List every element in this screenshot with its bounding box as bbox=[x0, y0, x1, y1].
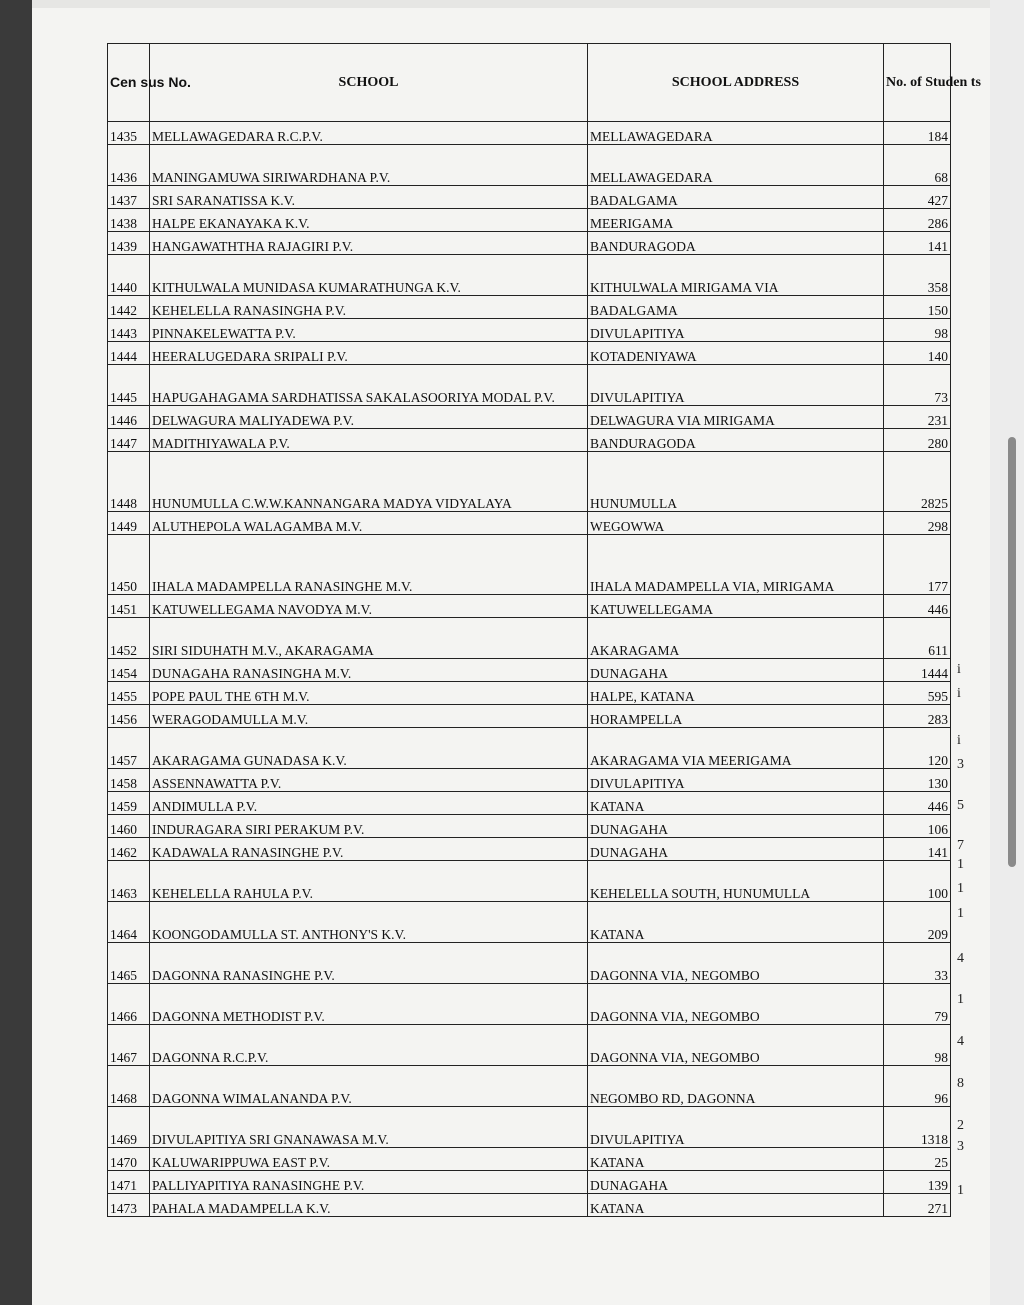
school-name-cell: HAPUGAHAGAMA SARDHATISSA SAKALASOORIYA MODAL P.V. bbox=[150, 365, 588, 406]
student-count-cell: 139 bbox=[884, 1171, 951, 1194]
school-name-cell: POPE PAUL THE 6TH M.V. bbox=[150, 682, 588, 705]
school-name-cell: DAGONNA RANASINGHE P.V. bbox=[150, 943, 588, 984]
school-name-cell: MELLAWAGEDARA R.C.P.V. bbox=[150, 122, 588, 145]
table-row bbox=[108, 342, 951, 365]
census-no-cell: 1456 bbox=[108, 705, 150, 728]
school-name-cell: HUNUMULLA C.W.W.KANNANGARA MADYA VIDYALAYA bbox=[150, 452, 588, 512]
table-row bbox=[108, 943, 951, 984]
student-count-cell: 427 bbox=[884, 186, 951, 209]
school-name-cell: DIVULAPITIYA SRI GNANAWASA M.V. bbox=[150, 1107, 588, 1148]
school-name-cell: AKARAGAMA GUNADASA K.V. bbox=[150, 728, 588, 769]
student-count-cell: 446 bbox=[884, 595, 951, 618]
table-row bbox=[108, 618, 951, 659]
census-no-cell: 1444 bbox=[108, 342, 150, 365]
school-address-cell: KEHELELLA SOUTH, HUNUMULLA bbox=[588, 861, 884, 902]
census-no-cell: 1459 bbox=[108, 792, 150, 815]
school-name-cell: KEHELELLA RANASINGHA P.V. bbox=[150, 296, 588, 319]
census-no-cell: 1445 bbox=[108, 365, 150, 406]
school-name-cell: HEERALUGEDARA SRIPALI P.V. bbox=[150, 342, 588, 365]
school-name-cell: DUNAGAHA RANASINGHA M.V. bbox=[150, 659, 588, 682]
side-mark: 8 bbox=[957, 1076, 964, 1091]
table-row bbox=[108, 984, 951, 1025]
side-mark: 4 bbox=[957, 951, 964, 966]
census-no-cell: 1464 bbox=[108, 902, 150, 943]
school-address-cell: DIVULAPITIYA bbox=[588, 769, 884, 792]
school-name-cell: ASSENNAWATTA P.V. bbox=[150, 769, 588, 792]
schools-table-body bbox=[108, 122, 951, 1217]
student-count-cell: 298 bbox=[884, 512, 951, 535]
student-count-cell: 1318 bbox=[884, 1107, 951, 1148]
table-row bbox=[108, 1066, 951, 1107]
census-no-cell: 1467 bbox=[108, 1025, 150, 1066]
census-no-cell: 1465 bbox=[108, 943, 150, 984]
student-count-cell: 130 bbox=[884, 769, 951, 792]
school-address-header: SCHOOL ADDRESS bbox=[588, 44, 884, 122]
school-address-cell: HUNUMULLA bbox=[588, 452, 884, 512]
table-row bbox=[108, 815, 951, 838]
census-no-cell: 1442 bbox=[108, 296, 150, 319]
school-address-cell: DELWAGURA VIA MIRIGAMA bbox=[588, 406, 884, 429]
side-mark: i bbox=[957, 686, 961, 701]
student-count-cell: 231 bbox=[884, 406, 951, 429]
vertical-scrollbar[interactable] bbox=[1008, 437, 1016, 867]
school-name-cell: MANINGAMUWA SIRIWARDHANA P.V. bbox=[150, 145, 588, 186]
school-address-cell: DUNAGAHA bbox=[588, 1171, 884, 1194]
table-row bbox=[108, 659, 951, 682]
school-name-cell: KALUWARIPPUWA EAST P.V. bbox=[150, 1148, 588, 1171]
census-no-cell: 1438 bbox=[108, 209, 150, 232]
side-mark: i bbox=[957, 733, 961, 748]
table-row bbox=[108, 705, 951, 728]
school-address-cell: MEERIGAMA bbox=[588, 209, 884, 232]
side-mark: 1 bbox=[957, 906, 964, 921]
student-count-cell: 79 bbox=[884, 984, 951, 1025]
student-count-cell: 33 bbox=[884, 943, 951, 984]
school-address-cell: KOTADENIYAWA bbox=[588, 342, 884, 365]
school-name-cell: KOONGODAMULLA ST. ANTHONY'S K.V. bbox=[150, 902, 588, 943]
table-row bbox=[108, 512, 951, 535]
census-no-cell: 1473 bbox=[108, 1194, 150, 1217]
census-no-cell: 1462 bbox=[108, 838, 150, 861]
table-row bbox=[108, 319, 951, 342]
school-address-cell: HALPE, KATANA bbox=[588, 682, 884, 705]
school-address-cell: DAGONNA VIA, NEGOMBO bbox=[588, 943, 884, 984]
side-mark: 2 bbox=[957, 1118, 964, 1133]
census-no-cell: 1451 bbox=[108, 595, 150, 618]
school-address-cell: IHALA MADAMPELLA VIA, MIRIGAMA bbox=[588, 535, 884, 595]
student-count-cell: 286 bbox=[884, 209, 951, 232]
school-address-cell: MELLAWAGEDARA bbox=[588, 122, 884, 145]
census-no-cell: 1446 bbox=[108, 406, 150, 429]
school-name-cell: DAGONNA WIMALANANDA P.V. bbox=[150, 1066, 588, 1107]
school-address-cell: KATANA bbox=[588, 792, 884, 815]
schools-table bbox=[107, 43, 981, 1217]
census-no-cell: 1450 bbox=[108, 535, 150, 595]
table-row bbox=[108, 255, 951, 296]
school-name-cell: PINNAKELEWATTA P.V. bbox=[150, 319, 588, 342]
school-address-cell: DIVULAPITIYA bbox=[588, 365, 884, 406]
student-count-cell: 611 bbox=[884, 618, 951, 659]
school-address-cell: KATANA bbox=[588, 1194, 884, 1217]
school-address-cell: AKARAGAMA bbox=[588, 618, 884, 659]
table-header-row bbox=[108, 44, 951, 122]
school-name-cell: DAGONNA R.C.P.V. bbox=[150, 1025, 588, 1066]
school-name-cell: PAHALA MADAMPELLA K.V. bbox=[150, 1194, 588, 1217]
student-count-cell: 2825 bbox=[884, 452, 951, 512]
school-address-cell: DAGONNA VIA, NEGOMBO bbox=[588, 984, 884, 1025]
school-name-cell: DAGONNA METHODIST P.V. bbox=[150, 984, 588, 1025]
table-row bbox=[108, 186, 951, 209]
census-no-cell: 1469 bbox=[108, 1107, 150, 1148]
school-address-cell: DUNAGAHA bbox=[588, 815, 884, 838]
school-address-cell: DIVULAPITIYA bbox=[588, 1107, 884, 1148]
school-address-cell: HORAMPELLA bbox=[588, 705, 884, 728]
table-row bbox=[108, 1025, 951, 1066]
school-address-cell: KATANA bbox=[588, 1148, 884, 1171]
census-no-cell: 1452 bbox=[108, 618, 150, 659]
table-row bbox=[108, 595, 951, 618]
school-address-cell: WEGOWWA bbox=[588, 512, 884, 535]
census-no-cell: 1455 bbox=[108, 682, 150, 705]
school-name-cell: ANDIMULLA P.V. bbox=[150, 792, 588, 815]
table-row bbox=[108, 145, 951, 186]
side-mark: 7 bbox=[957, 838, 964, 853]
student-count-cell: 141 bbox=[884, 838, 951, 861]
school-address-cell: DIVULAPITIYA bbox=[588, 319, 884, 342]
school-address-cell: MELLAWAGEDARA bbox=[588, 145, 884, 186]
table-row bbox=[108, 232, 951, 255]
student-count-cell: 271 bbox=[884, 1194, 951, 1217]
student-count-cell: 283 bbox=[884, 705, 951, 728]
table-row bbox=[108, 429, 951, 452]
school-address-cell: BADALGAMA bbox=[588, 186, 884, 209]
census-no-cell: 1447 bbox=[108, 429, 150, 452]
school-name-cell: WERAGODAMULLA M.V. bbox=[150, 705, 588, 728]
student-count-cell: 98 bbox=[884, 1025, 951, 1066]
side-mark: 1 bbox=[957, 1183, 964, 1198]
student-count-cell: 98 bbox=[884, 319, 951, 342]
side-mark: 3 bbox=[957, 757, 964, 772]
school-name-cell: MADITHIYAWALA P.V. bbox=[150, 429, 588, 452]
student-count-cell: 68 bbox=[884, 145, 951, 186]
census-no-cell: 1440 bbox=[108, 255, 150, 296]
table-row bbox=[108, 365, 951, 406]
school-name-cell: IHALA MADAMPELLA RANASINGHE M.V. bbox=[150, 535, 588, 595]
side-mark: 1 bbox=[957, 992, 964, 1007]
census-no-header: Cen sus No. bbox=[108, 44, 150, 122]
school-name-cell: HANGAWATHTHA RAJAGIRI P.V. bbox=[150, 232, 588, 255]
viewer-margin bbox=[990, 0, 1024, 1305]
table-row bbox=[108, 296, 951, 319]
student-count-cell: 184 bbox=[884, 122, 951, 145]
table-row bbox=[108, 861, 951, 902]
census-no-cell: 1458 bbox=[108, 769, 150, 792]
school-address-cell: BANDURAGODA bbox=[588, 429, 884, 452]
census-no-cell: 1463 bbox=[108, 861, 150, 902]
school-name-cell: KATUWELLEGAMA NAVODYA M.V. bbox=[150, 595, 588, 618]
side-mark: i bbox=[957, 662, 961, 677]
census-no-cell: 1439 bbox=[108, 232, 150, 255]
school-address-cell: DAGONNA VIA, NEGOMBO bbox=[588, 1025, 884, 1066]
census-no-cell: 1457 bbox=[108, 728, 150, 769]
school-name-cell: KEHELELLA RAHULA P.V. bbox=[150, 861, 588, 902]
student-count-cell: 25 bbox=[884, 1148, 951, 1171]
school-header: SCHOOL bbox=[150, 44, 588, 122]
side-mark: 5 bbox=[957, 798, 964, 813]
student-count-cell: 280 bbox=[884, 429, 951, 452]
side-mark: 1 bbox=[957, 881, 964, 896]
census-no-cell: 1449 bbox=[108, 512, 150, 535]
school-name-cell: HALPE EKANAYAKA K.V. bbox=[150, 209, 588, 232]
census-no-cell: 1435 bbox=[108, 122, 150, 145]
school-name-cell: SRI SARANATISSA K.V. bbox=[150, 186, 588, 209]
table-row bbox=[108, 1194, 951, 1217]
census-no-cell: 1436 bbox=[108, 145, 150, 186]
table-row bbox=[108, 769, 951, 792]
census-no-cell: 1443 bbox=[108, 319, 150, 342]
table-row bbox=[108, 406, 951, 429]
student-count-cell: 140 bbox=[884, 342, 951, 365]
school-address-cell: KATANA bbox=[588, 902, 884, 943]
school-name-cell: SIRI SIDUHATH M.V., AKARAGAMA bbox=[150, 618, 588, 659]
adjacent-page-marks bbox=[953, 0, 973, 1305]
table-row bbox=[108, 838, 951, 861]
census-no-cell: 1454 bbox=[108, 659, 150, 682]
table-row bbox=[108, 902, 951, 943]
side-mark: 4 bbox=[957, 1034, 964, 1049]
table-row bbox=[108, 122, 951, 145]
student-count-cell: 141 bbox=[884, 232, 951, 255]
student-count-header: No. of Studen ts bbox=[884, 44, 951, 122]
page-top-edge bbox=[32, 0, 990, 8]
school-address-cell: AKARAGAMA VIA MEERIGAMA bbox=[588, 728, 884, 769]
school-address-cell: DUNAGAHA bbox=[588, 659, 884, 682]
table-row bbox=[108, 535, 951, 595]
school-name-cell: INDURAGARA SIRI PERAKUM P.V. bbox=[150, 815, 588, 838]
side-mark: 1 bbox=[957, 857, 964, 872]
table-row bbox=[108, 792, 951, 815]
census-no-cell: 1471 bbox=[108, 1171, 150, 1194]
student-count-cell: 96 bbox=[884, 1066, 951, 1107]
table-row bbox=[108, 1107, 951, 1148]
student-count-cell: 595 bbox=[884, 682, 951, 705]
school-address-cell: KATUWELLEGAMA bbox=[588, 595, 884, 618]
student-count-cell: 100 bbox=[884, 861, 951, 902]
student-count-cell: 358 bbox=[884, 255, 951, 296]
census-no-cell: 1466 bbox=[108, 984, 150, 1025]
census-no-cell: 1470 bbox=[108, 1148, 150, 1171]
school-name-cell: DELWAGURA MALIYADEWA P.V. bbox=[150, 406, 588, 429]
table-row bbox=[108, 1171, 951, 1194]
census-no-cell: 1448 bbox=[108, 452, 150, 512]
student-count-cell: 209 bbox=[884, 902, 951, 943]
student-count-cell: 73 bbox=[884, 365, 951, 406]
school-name-cell: ALUTHEPOLA WALAGAMBA M.V. bbox=[150, 512, 588, 535]
table-row bbox=[108, 452, 951, 512]
school-address-cell: DUNAGAHA bbox=[588, 838, 884, 861]
school-name-cell: PALLIYAPITIYA RANASINGHE P.V. bbox=[150, 1171, 588, 1194]
school-address-cell: KITHULWALA MIRIGAMA VIA bbox=[588, 255, 884, 296]
census-no-cell: 1460 bbox=[108, 815, 150, 838]
census-no-cell: 1437 bbox=[108, 186, 150, 209]
table-row bbox=[108, 209, 951, 232]
school-name-cell: KITHULWALA MUNIDASA KUMARATHUNGA K.V. bbox=[150, 255, 588, 296]
table-row bbox=[108, 728, 951, 769]
student-count-cell: 150 bbox=[884, 296, 951, 319]
school-address-cell: BANDURAGODA bbox=[588, 232, 884, 255]
student-count-cell: 106 bbox=[884, 815, 951, 838]
student-count-cell: 446 bbox=[884, 792, 951, 815]
school-address-cell: NEGOMBO RD, DAGONNA bbox=[588, 1066, 884, 1107]
side-mark: 3 bbox=[957, 1139, 964, 1154]
student-count-cell: 120 bbox=[884, 728, 951, 769]
census-no-cell: 1468 bbox=[108, 1066, 150, 1107]
table-row bbox=[108, 682, 951, 705]
school-address-cell: BADALGAMA bbox=[588, 296, 884, 319]
school-name-cell: KADAWALA RANASINGHE P.V. bbox=[150, 838, 588, 861]
student-count-cell: 177 bbox=[884, 535, 951, 595]
student-count-cell: 1444 bbox=[884, 659, 951, 682]
table-row bbox=[108, 1148, 951, 1171]
